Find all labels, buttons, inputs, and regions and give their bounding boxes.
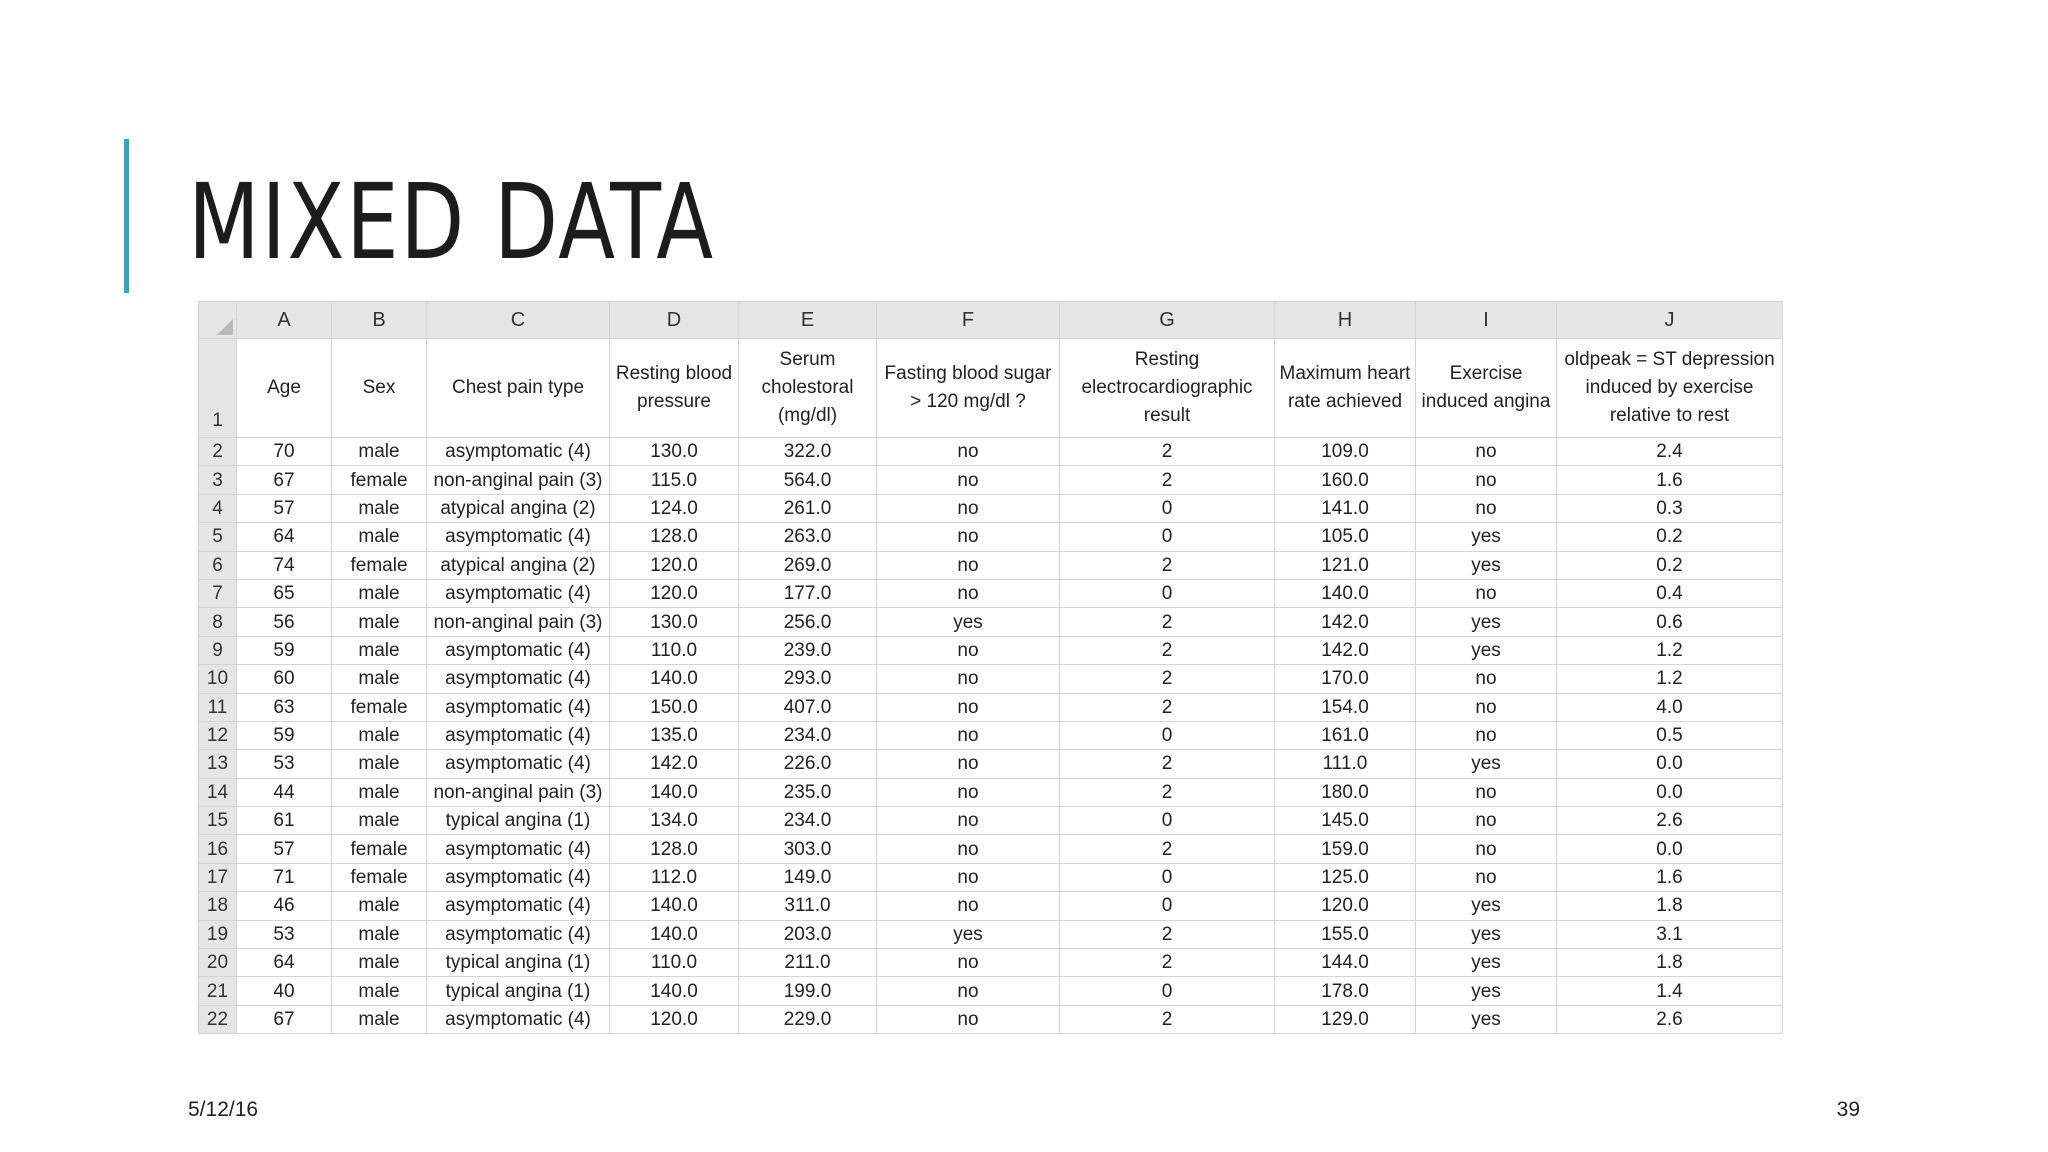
table-cell[interactable]: female bbox=[332, 466, 427, 494]
table-cell[interactable]: 140.0 bbox=[610, 778, 739, 806]
table-cell[interactable]: 311.0 bbox=[739, 892, 877, 920]
row-number[interactable]: 10 bbox=[199, 665, 237, 693]
table-cell[interactable]: 180.0 bbox=[1275, 778, 1416, 806]
slide-title: MIXED DATA bbox=[188, 161, 715, 283]
column-header-cell[interactable]: Fasting blood sugar > 120 mg/dl ? bbox=[877, 339, 1060, 438]
table-cell[interactable]: 65 bbox=[237, 579, 332, 607]
table-row bbox=[199, 721, 1783, 749]
table-cell[interactable]: 46 bbox=[237, 892, 332, 920]
table-cell[interactable]: yes bbox=[1416, 920, 1557, 948]
table-cell[interactable]: non-anginal pain (3) bbox=[427, 778, 610, 806]
table-cell[interactable]: 134.0 bbox=[610, 807, 739, 835]
table-cell[interactable]: 155.0 bbox=[1275, 920, 1416, 948]
table-row bbox=[199, 579, 1783, 607]
table-cell[interactable]: 129.0 bbox=[1275, 1005, 1416, 1033]
column-letter-header[interactable]: H bbox=[1275, 302, 1416, 339]
table-cell[interactable]: 2 bbox=[1060, 949, 1275, 977]
table-cell[interactable]: non-anginal pain (3) bbox=[427, 466, 610, 494]
table-cell[interactable]: 2 bbox=[1060, 636, 1275, 664]
table-cell[interactable]: 120.0 bbox=[610, 1005, 739, 1033]
table-cell[interactable]: 199.0 bbox=[739, 977, 877, 1005]
row-number[interactable]: 12 bbox=[199, 721, 237, 749]
table-cell[interactable]: 564.0 bbox=[739, 466, 877, 494]
spreadsheet-image bbox=[198, 301, 1783, 1034]
table-row bbox=[199, 977, 1783, 1005]
table-cell[interactable]: 256.0 bbox=[739, 608, 877, 636]
table-row bbox=[199, 466, 1783, 494]
table-cell[interactable]: 0.2 bbox=[1557, 551, 1783, 579]
table-cell[interactable]: no bbox=[877, 750, 1060, 778]
table-row bbox=[199, 750, 1783, 778]
table-cell[interactable]: 56 bbox=[237, 608, 332, 636]
table-cell[interactable]: no bbox=[877, 494, 1060, 522]
table-cell[interactable]: 3.1 bbox=[1557, 920, 1783, 948]
table-cell[interactable]: 142.0 bbox=[610, 750, 739, 778]
table-cell[interactable]: asymptomatic (4) bbox=[427, 920, 610, 948]
table-cell[interactable]: 229.0 bbox=[739, 1005, 877, 1033]
table-row bbox=[199, 551, 1783, 579]
table-cell[interactable]: male bbox=[332, 977, 427, 1005]
table-row bbox=[199, 693, 1783, 721]
table-cell[interactable]: no bbox=[877, 949, 1060, 977]
table-cell[interactable]: 0.0 bbox=[1557, 750, 1783, 778]
table-cell[interactable]: asymptomatic (4) bbox=[427, 863, 610, 891]
table-cell[interactable]: male bbox=[332, 721, 427, 749]
row-number[interactable]: 5 bbox=[199, 523, 237, 551]
row-number[interactable]: 20 bbox=[199, 949, 237, 977]
table-cell[interactable]: 239.0 bbox=[739, 636, 877, 664]
spreadsheet-table bbox=[198, 301, 1783, 1034]
table-cell[interactable]: male bbox=[332, 636, 427, 664]
table-row bbox=[199, 863, 1783, 891]
row-number[interactable]: 17 bbox=[199, 863, 237, 891]
table-cell[interactable]: no bbox=[1416, 466, 1557, 494]
table-cell[interactable]: 130.0 bbox=[610, 608, 739, 636]
table-row bbox=[199, 920, 1783, 948]
header-row bbox=[199, 339, 1783, 438]
table-row bbox=[199, 636, 1783, 664]
column-letter-header[interactable]: G bbox=[1060, 302, 1275, 339]
row-number[interactable]: 14 bbox=[199, 778, 237, 806]
table-cell[interactable]: atypical angina (2) bbox=[427, 551, 610, 579]
table-cell[interactable]: yes bbox=[1416, 636, 1557, 664]
column-header-cell[interactable]: Exercise induced angina bbox=[1416, 339, 1557, 438]
table-cell[interactable]: 63 bbox=[237, 693, 332, 721]
column-letter-header[interactable]: I bbox=[1416, 302, 1557, 339]
table-cell[interactable]: 407.0 bbox=[739, 693, 877, 721]
table-cell[interactable]: male bbox=[332, 665, 427, 693]
row-number[interactable]: 6 bbox=[199, 551, 237, 579]
table-cell[interactable]: 2 bbox=[1060, 551, 1275, 579]
table-cell[interactable]: no bbox=[1416, 863, 1557, 891]
row-number[interactable]: 18 bbox=[199, 892, 237, 920]
column-header-cell[interactable]: Chest pain type bbox=[427, 339, 610, 438]
table-cell[interactable]: 226.0 bbox=[739, 750, 877, 778]
table-cell[interactable]: 2 bbox=[1060, 693, 1275, 721]
table-cell[interactable]: 2 bbox=[1060, 665, 1275, 693]
column-letter-header[interactable]: F bbox=[877, 302, 1060, 339]
table-cell[interactable]: yes bbox=[877, 608, 1060, 636]
table-cell[interactable]: 2 bbox=[1060, 466, 1275, 494]
table-cell[interactable]: asymptomatic (4) bbox=[427, 892, 610, 920]
table-cell[interactable]: 110.0 bbox=[610, 636, 739, 664]
table-cell[interactable]: 2.6 bbox=[1557, 1005, 1783, 1033]
table-cell[interactable]: 177.0 bbox=[739, 579, 877, 607]
table-cell[interactable]: 0 bbox=[1060, 523, 1275, 551]
table-cell[interactable]: 0.3 bbox=[1557, 494, 1783, 522]
table-cell[interactable]: no bbox=[877, 466, 1060, 494]
table-cell[interactable]: 71 bbox=[237, 863, 332, 891]
table-cell[interactable]: 234.0 bbox=[739, 721, 877, 749]
table-cell[interactable]: 110.0 bbox=[610, 949, 739, 977]
table-cell[interactable]: male bbox=[332, 438, 427, 466]
table-cell[interactable]: male bbox=[332, 949, 427, 977]
table-cell[interactable]: no bbox=[1416, 579, 1557, 607]
table-cell[interactable]: 0.5 bbox=[1557, 721, 1783, 749]
table-cell[interactable]: 57 bbox=[237, 835, 332, 863]
table-cell[interactable]: 322.0 bbox=[739, 438, 877, 466]
table-cell[interactable]: 135.0 bbox=[610, 721, 739, 749]
table-cell[interactable]: yes bbox=[1416, 551, 1557, 579]
table-cell[interactable]: 67 bbox=[237, 1005, 332, 1033]
table-cell[interactable]: 61 bbox=[237, 807, 332, 835]
column-header-cell[interactable]: Maximum heart rate achieved bbox=[1275, 339, 1416, 438]
table-cell[interactable]: 120.0 bbox=[610, 579, 739, 607]
row-number[interactable]: 3 bbox=[199, 466, 237, 494]
table-cell[interactable]: 234.0 bbox=[739, 807, 877, 835]
table-cell[interactable]: non-anginal pain (3) bbox=[427, 608, 610, 636]
table-cell[interactable]: asymptomatic (4) bbox=[427, 579, 610, 607]
table-cell[interactable]: 0 bbox=[1060, 863, 1275, 891]
table-cell[interactable]: 2 bbox=[1060, 778, 1275, 806]
column-header-cell[interactable]: oldpeak = ST depression induced by exercise relative to rest bbox=[1557, 339, 1783, 438]
table-cell[interactable]: 0 bbox=[1060, 892, 1275, 920]
table-row bbox=[199, 665, 1783, 693]
table-cell[interactable]: 115.0 bbox=[610, 466, 739, 494]
column-letter-header[interactable]: D bbox=[610, 302, 739, 339]
table-cell[interactable]: asymptomatic (4) bbox=[427, 693, 610, 721]
table-cell[interactable]: 111.0 bbox=[1275, 750, 1416, 778]
table-cell[interactable]: male bbox=[332, 494, 427, 522]
column-letter-header[interactable]: J bbox=[1557, 302, 1783, 339]
table-cell[interactable]: 128.0 bbox=[610, 523, 739, 551]
table-cell[interactable]: no bbox=[877, 523, 1060, 551]
table-cell[interactable]: 1.4 bbox=[1557, 977, 1783, 1005]
table-cell[interactable]: 140.0 bbox=[610, 977, 739, 1005]
table-cell[interactable]: no bbox=[1416, 665, 1557, 693]
column-letter-row bbox=[199, 302, 1783, 339]
table-cell[interactable]: male bbox=[332, 920, 427, 948]
row-number[interactable]: 22 bbox=[199, 1005, 237, 1033]
table-cell[interactable]: yes bbox=[877, 920, 1060, 948]
table-cell[interactable]: 2 bbox=[1060, 835, 1275, 863]
table-cell[interactable]: 67 bbox=[237, 466, 332, 494]
table-cell[interactable]: 140.0 bbox=[610, 920, 739, 948]
table-cell[interactable]: 59 bbox=[237, 721, 332, 749]
table-cell[interactable]: 44 bbox=[237, 778, 332, 806]
column-letter-header[interactable]: C bbox=[427, 302, 610, 339]
table-cell[interactable]: 142.0 bbox=[1275, 636, 1416, 664]
table-cell[interactable]: 1.6 bbox=[1557, 466, 1783, 494]
table-cell[interactable]: 161.0 bbox=[1275, 721, 1416, 749]
table-cell[interactable]: 2 bbox=[1060, 608, 1275, 636]
column-header-cell[interactable]: Resting electrocardiographic result bbox=[1060, 339, 1275, 438]
table-cell[interactable]: no bbox=[877, 551, 1060, 579]
table-cell[interactable]: 121.0 bbox=[1275, 551, 1416, 579]
table-cell[interactable]: female bbox=[332, 693, 427, 721]
title-accent-bar bbox=[124, 139, 129, 293]
table-cell[interactable]: 128.0 bbox=[610, 835, 739, 863]
table-cell[interactable]: no bbox=[877, 778, 1060, 806]
table-cell[interactable]: 120.0 bbox=[610, 551, 739, 579]
table-cell[interactable]: yes bbox=[1416, 608, 1557, 636]
table-cell[interactable]: 124.0 bbox=[610, 494, 739, 522]
slide-page-number: 39 bbox=[1836, 1098, 1860, 1121]
table-cell[interactable]: yes bbox=[1416, 1005, 1557, 1033]
table-cell[interactable]: 141.0 bbox=[1275, 494, 1416, 522]
table-cell[interactable]: male bbox=[332, 750, 427, 778]
table-cell[interactable]: no bbox=[877, 438, 1060, 466]
table-cell[interactable]: no bbox=[1416, 494, 1557, 522]
table-cell[interactable]: 144.0 bbox=[1275, 949, 1416, 977]
table-cell[interactable]: male bbox=[332, 892, 427, 920]
row-number[interactable]: 16 bbox=[199, 835, 237, 863]
table-cell[interactable]: yes bbox=[1416, 949, 1557, 977]
row-number[interactable]: 13 bbox=[199, 750, 237, 778]
table-cell[interactable]: male bbox=[332, 1005, 427, 1033]
table-cell[interactable]: no bbox=[877, 835, 1060, 863]
table-cell[interactable]: 2 bbox=[1060, 438, 1275, 466]
table-cell[interactable]: 178.0 bbox=[1275, 977, 1416, 1005]
table-cell[interactable]: asymptomatic (4) bbox=[427, 438, 610, 466]
table-cell[interactable]: male bbox=[332, 523, 427, 551]
table-cell[interactable]: 0 bbox=[1060, 721, 1275, 749]
table-cell[interactable]: 109.0 bbox=[1275, 438, 1416, 466]
table-cell[interactable]: 140.0 bbox=[1275, 579, 1416, 607]
table-cell[interactable]: 112.0 bbox=[610, 863, 739, 891]
table-cell[interactable]: 57 bbox=[237, 494, 332, 522]
table-cell[interactable]: yes bbox=[1416, 523, 1557, 551]
table-cell[interactable]: male bbox=[332, 579, 427, 607]
column-header-cell[interactable]: Sex bbox=[332, 339, 427, 438]
row-number[interactable]: 1 bbox=[199, 339, 237, 438]
table-cell[interactable]: 59 bbox=[237, 636, 332, 664]
table-cell[interactable]: no bbox=[877, 721, 1060, 749]
table-cell[interactable]: 64 bbox=[237, 949, 332, 977]
table-cell[interactable]: no bbox=[877, 693, 1060, 721]
table-cell[interactable]: 1.8 bbox=[1557, 949, 1783, 977]
table-row bbox=[199, 523, 1783, 551]
row-number[interactable]: 19 bbox=[199, 920, 237, 948]
table-cell[interactable]: 149.0 bbox=[739, 863, 877, 891]
table-cell[interactable]: no bbox=[1416, 693, 1557, 721]
table-cell[interactable]: 235.0 bbox=[739, 778, 877, 806]
column-letter-header[interactable]: B bbox=[332, 302, 427, 339]
table-cell[interactable]: 2 bbox=[1060, 1005, 1275, 1033]
select-all-triangle-icon bbox=[217, 319, 233, 335]
table-cell[interactable]: no bbox=[877, 863, 1060, 891]
table-cell[interactable]: 2.4 bbox=[1557, 438, 1783, 466]
table-cell[interactable]: 154.0 bbox=[1275, 693, 1416, 721]
table-cell[interactable]: 2 bbox=[1060, 920, 1275, 948]
table-cell[interactable]: 4.0 bbox=[1557, 693, 1783, 721]
table-cell[interactable]: 0 bbox=[1060, 579, 1275, 607]
table-cell[interactable]: female bbox=[332, 863, 427, 891]
table-cell[interactable]: yes bbox=[1416, 977, 1557, 1005]
table-cell[interactable]: no bbox=[877, 977, 1060, 1005]
slide-date: 5/12/16 bbox=[188, 1098, 259, 1121]
table-cell[interactable]: 2 bbox=[1060, 750, 1275, 778]
table-cell[interactable]: 0 bbox=[1060, 494, 1275, 522]
table-cell[interactable]: no bbox=[877, 892, 1060, 920]
column-header-cell[interactable]: Resting blood pressure bbox=[610, 339, 739, 438]
table-cell[interactable]: no bbox=[1416, 721, 1557, 749]
table-cell[interactable]: 0.2 bbox=[1557, 523, 1783, 551]
table-cell[interactable]: 261.0 bbox=[739, 494, 877, 522]
table-cell[interactable]: no bbox=[1416, 807, 1557, 835]
table-cell[interactable]: 1.2 bbox=[1557, 665, 1783, 693]
table-cell[interactable]: 53 bbox=[237, 750, 332, 778]
table-cell[interactable]: no bbox=[1416, 835, 1557, 863]
row-number[interactable]: 15 bbox=[199, 807, 237, 835]
table-cell[interactable]: 1.6 bbox=[1557, 863, 1783, 891]
table-cell[interactable]: 140.0 bbox=[610, 892, 739, 920]
table-cell[interactable]: no bbox=[1416, 778, 1557, 806]
table-cell[interactable]: 0.0 bbox=[1557, 778, 1783, 806]
table-cell[interactable]: no bbox=[877, 807, 1060, 835]
table-row bbox=[199, 778, 1783, 806]
row-number[interactable]: 9 bbox=[199, 636, 237, 664]
table-cell[interactable]: 60 bbox=[237, 665, 332, 693]
table-cell[interactable]: 0 bbox=[1060, 807, 1275, 835]
table-cell[interactable]: 70 bbox=[237, 438, 332, 466]
table-cell[interactable]: 159.0 bbox=[1275, 835, 1416, 863]
table-cell[interactable]: male bbox=[332, 807, 427, 835]
table-row bbox=[199, 1005, 1783, 1033]
table-cell[interactable]: 142.0 bbox=[1275, 608, 1416, 636]
row-number[interactable]: 21 bbox=[199, 977, 237, 1005]
table-cell[interactable]: typical angina (1) bbox=[427, 977, 610, 1005]
table-cell[interactable]: typical angina (1) bbox=[427, 949, 610, 977]
table-cell[interactable]: no bbox=[877, 1005, 1060, 1033]
table-cell[interactable]: asymptomatic (4) bbox=[427, 636, 610, 664]
row-number[interactable]: 4 bbox=[199, 494, 237, 522]
select-all-corner[interactable] bbox=[199, 302, 237, 339]
table-cell[interactable]: 2.6 bbox=[1557, 807, 1783, 835]
column-header-cell[interactable]: Age bbox=[237, 339, 332, 438]
table-cell[interactable]: asymptomatic (4) bbox=[427, 1005, 610, 1033]
table-cell[interactable]: 145.0 bbox=[1275, 807, 1416, 835]
table-cell[interactable]: 64 bbox=[237, 523, 332, 551]
table-cell[interactable]: 140.0 bbox=[610, 665, 739, 693]
table-cell[interactable]: 211.0 bbox=[739, 949, 877, 977]
table-cell[interactable]: atypical angina (2) bbox=[427, 494, 610, 522]
spreadsheet-body bbox=[199, 339, 1783, 1034]
table-cell[interactable]: asymptomatic (4) bbox=[427, 721, 610, 749]
table-cell[interactable]: 105.0 bbox=[1275, 523, 1416, 551]
table-cell[interactable]: no bbox=[877, 665, 1060, 693]
table-row bbox=[199, 949, 1783, 977]
table-cell[interactable]: 170.0 bbox=[1275, 665, 1416, 693]
table-cell[interactable]: 125.0 bbox=[1275, 863, 1416, 891]
row-number[interactable]: 8 bbox=[199, 608, 237, 636]
table-cell[interactable]: 203.0 bbox=[739, 920, 877, 948]
table-cell[interactable]: 0.6 bbox=[1557, 608, 1783, 636]
table-cell[interactable]: 303.0 bbox=[739, 835, 877, 863]
table-cell[interactable]: typical angina (1) bbox=[427, 807, 610, 835]
table-cell[interactable]: 0 bbox=[1060, 977, 1275, 1005]
table-cell[interactable]: asymptomatic (4) bbox=[427, 750, 610, 778]
table-cell[interactable]: 0.4 bbox=[1557, 579, 1783, 607]
table-cell[interactable]: male bbox=[332, 608, 427, 636]
row-number[interactable]: 11 bbox=[199, 693, 237, 721]
table-cell[interactable]: no bbox=[1416, 438, 1557, 466]
table-cell[interactable]: 150.0 bbox=[610, 693, 739, 721]
table-row bbox=[199, 892, 1783, 920]
table-cell[interactable]: 1.2 bbox=[1557, 636, 1783, 664]
table-cell[interactable]: 40 bbox=[237, 977, 332, 1005]
table-row bbox=[199, 807, 1783, 835]
table-cell[interactable]: 1.8 bbox=[1557, 892, 1783, 920]
table-cell[interactable]: 130.0 bbox=[610, 438, 739, 466]
table-cell[interactable]: 160.0 bbox=[1275, 466, 1416, 494]
table-cell[interactable]: asymptomatic (4) bbox=[427, 523, 610, 551]
table-row bbox=[199, 494, 1783, 522]
table-row bbox=[199, 835, 1783, 863]
table-cell[interactable]: asymptomatic (4) bbox=[427, 665, 610, 693]
table-cell[interactable]: female bbox=[332, 835, 427, 863]
column-letter-header[interactable]: E bbox=[739, 302, 877, 339]
table-cell[interactable]: female bbox=[332, 551, 427, 579]
column-header-cell[interactable]: Serum cholestoral (mg/dl) bbox=[739, 339, 877, 438]
table-cell[interactable]: 293.0 bbox=[739, 665, 877, 693]
table-row bbox=[199, 608, 1783, 636]
table-cell[interactable]: 269.0 bbox=[739, 551, 877, 579]
table-cell[interactable]: 53 bbox=[237, 920, 332, 948]
column-letter-header[interactable]: A bbox=[237, 302, 332, 339]
table-cell[interactable]: 74 bbox=[237, 551, 332, 579]
table-cell[interactable]: yes bbox=[1416, 750, 1557, 778]
table-cell[interactable]: male bbox=[332, 778, 427, 806]
table-cell[interactable]: no bbox=[877, 579, 1060, 607]
row-number[interactable]: 7 bbox=[199, 579, 237, 607]
table-cell[interactable]: 263.0 bbox=[739, 523, 877, 551]
table-cell[interactable]: asymptomatic (4) bbox=[427, 835, 610, 863]
table-cell[interactable]: yes bbox=[1416, 892, 1557, 920]
table-cell[interactable]: 120.0 bbox=[1275, 892, 1416, 920]
table-row bbox=[199, 438, 1783, 466]
row-number[interactable]: 2 bbox=[199, 438, 237, 466]
table-cell[interactable]: no bbox=[877, 636, 1060, 664]
table-cell[interactable]: 0.0 bbox=[1557, 835, 1783, 863]
